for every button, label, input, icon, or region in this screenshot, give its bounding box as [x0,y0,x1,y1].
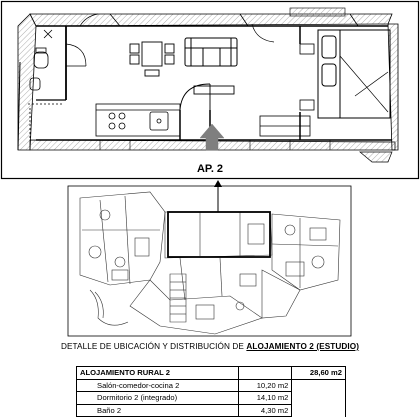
wardrobe-icon [260,116,310,136]
row-blank [292,392,346,405]
double-bed-icon [318,30,390,118]
bathroom-door-icon [66,44,86,66]
dining-set-icon [130,42,174,76]
coffee-table-icon [194,86,234,94]
site-plan-frame [68,186,351,336]
site-plan-drawing [80,192,340,334]
partition-walls [36,14,392,140]
site-plan [68,186,351,336]
kitchen-counter [96,104,180,136]
table-row [77,379,346,392]
toilet-icon [34,52,48,68]
area-table-title: ALOJAMIENTO RURAL 2 [77,367,239,380]
area-table-spacer [238,367,292,380]
selected-unit-outline [168,212,270,257]
bedside-tables-icon [300,44,314,110]
entrance-door-icon [180,84,210,110]
area-table-header-row [77,367,346,380]
connector-arrow-icon [214,180,222,212]
table-row [77,404,346,417]
detail-plan [2,2,419,179]
sofa-icon [185,38,237,66]
caption-prefix: DETALLE DE UBICACIÓN Y DISTRIBUCIÓN DE [60,342,247,351]
room-area: 14,10 m2 [238,392,292,405]
room-name: Salón-comedor-cocina 2 [77,379,239,392]
row-blank [292,404,346,417]
sink-icon [150,112,168,130]
plan-caption [0,342,420,351]
room-name: Dormitorio 2 (integrado) [77,392,239,405]
room-area: 4,30 m2 [238,404,292,417]
hob-icon [109,113,125,129]
room-name: Baño 2 [77,404,239,417]
table-row [77,392,346,405]
row-blank [292,379,346,392]
unit-label: AP. 2 [196,163,224,175]
area-table [76,366,346,417]
area-table-total: 28,60 m2 [292,367,346,380]
caption-highlight: ALOJAMIENTO 2 (ESTUDIO) [246,342,360,351]
room-area: 10,20 m2 [238,379,292,392]
